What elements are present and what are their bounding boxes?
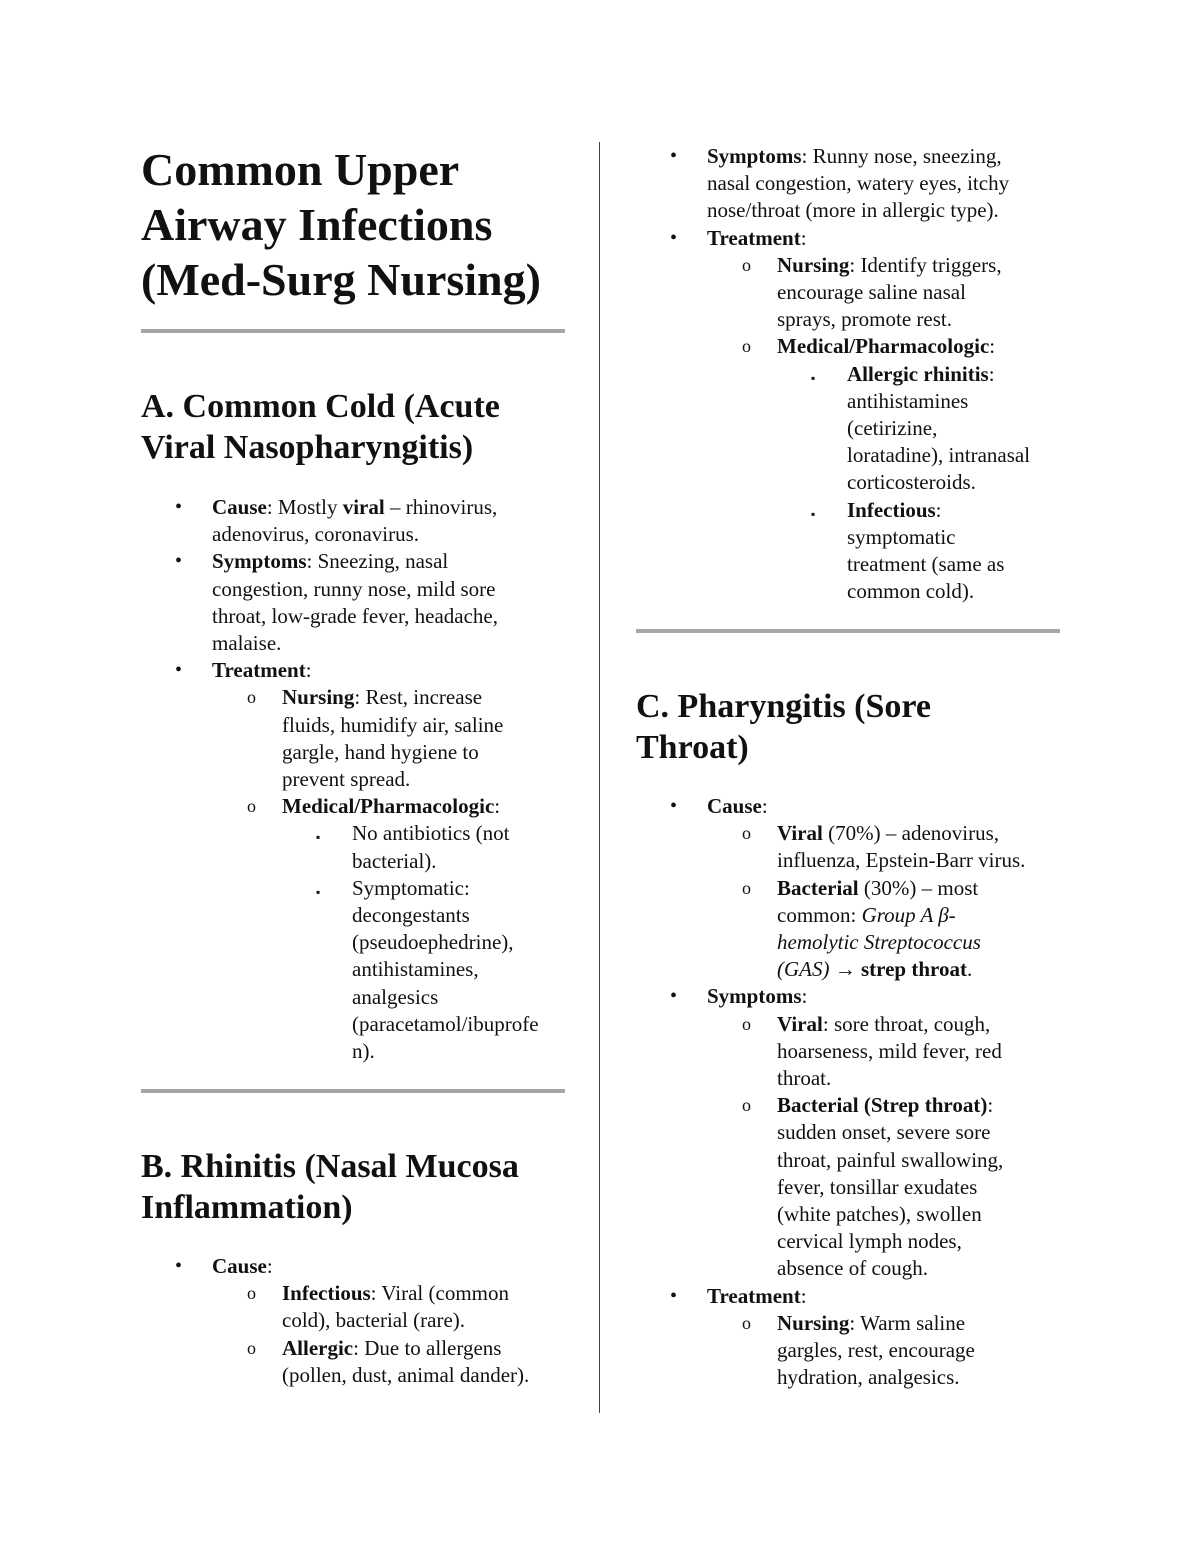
- bullet-marker: •: [670, 985, 678, 1008]
- circle-marker: o: [742, 877, 751, 898]
- square-marker: ▪: [316, 884, 321, 899]
- circle-marker: o: [742, 254, 751, 275]
- list-item-bacterial-symptoms: o Bacterial (Strep throat): sudden onset, severe sore throat, painful swallowing, fever, tonsillar exudates (white patches), swollen cervical lymph nodes, absence of cough.: [742, 1093, 1004, 1281]
- column-divider: [599, 142, 600, 1413]
- list-item-symptoms: • Symptoms: Runny nose, sneezing, nasal congestion, watery eyes, itchy nose/throat (more in allergic type).: [670, 144, 1010, 223]
- list-item-bacterial: o Bacterial (30%) – most common: Group A β- hemolytic Streptococcus (GAS) → strep throat.: [742, 875, 981, 982]
- square-marker: ▪: [316, 830, 321, 845]
- bullet-marker: •: [175, 1255, 183, 1277]
- bullet-marker: •: [670, 1284, 678, 1307]
- title-rule: [141, 329, 565, 333]
- list-item-symptomatic: ▪ Symptomatic: decongestants (pseudoephedrine), antihistamines, analgesics (paracetamol/ibuprofe n).: [316, 875, 539, 1064]
- list-item-medical: o Medical/Pharmacologic:: [141, 793, 571, 820]
- bullet-marker: •: [670, 226, 678, 249]
- list-item-infectious: ▪ Infectious: symptomatic treatment (same as common cold).: [811, 497, 1005, 604]
- list-item-viral: o Viral (70%) – adenovirus, influenza, Epstein-Barr virus.: [742, 821, 1026, 873]
- list-item-nursing: o Nursing: Rest, increase fluids, humidify air, saline gargle, hand hygiene to prevent spread.: [247, 685, 504, 792]
- list-item-cause: • Cause:: [141, 1253, 571, 1280]
- section-b-body-left: [141, 1253, 571, 1389]
- section-b-rule: [636, 629, 1060, 633]
- section-c-heading: C. Pharyngitis (Sore Throat): [636, 688, 931, 766]
- bullet-marker: •: [175, 550, 183, 573]
- bullet-marker: •: [670, 795, 678, 817]
- circle-marker: o: [247, 796, 256, 817]
- square-marker: ▪: [811, 370, 816, 385]
- circle-marker: o: [742, 1095, 751, 1116]
- list-item-allergic: o Allergic: Due to allergens (pollen, dust, animal dander).: [247, 1335, 530, 1387]
- section-b-body-right: [636, 143, 1066, 605]
- list-item-nursing: o Nursing: Identify triggers, encourage saline nasal sprays, promote rest.: [742, 252, 1002, 332]
- list-item-cause: • Cause:: [636, 793, 1066, 820]
- list-item-allergic-rhinitis: ▪ Allergic rhinitis: antihistamines (cetirizine, loratadine), intranasal corticosteroids.: [811, 361, 1031, 495]
- bullet-marker: •: [175, 496, 183, 518]
- list-item-infectious: o Infectious: Viral (common cold), bacterial (rare).: [247, 1281, 509, 1333]
- circle-marker: o: [742, 823, 751, 844]
- list-item-symptoms: • Symptoms:: [636, 983, 1066, 1010]
- list-item-nursing: o Nursing: Warm saline gargles, rest, encourage hydration, analgesics.: [742, 1310, 975, 1390]
- square-marker: ▪: [811, 506, 816, 521]
- list-item-no-antibiotics: ▪ No antibiotics (not bacterial).: [316, 821, 510, 873]
- section-a-heading: A. Common Cold (Acute Viral Nasopharyngitis): [141, 388, 500, 466]
- section-a-rule: [141, 1089, 565, 1093]
- list-item-viral-symptoms: o Viral: sore throat, cough, hoarseness, mild fever, red throat.: [742, 1011, 1002, 1091]
- circle-marker: o: [742, 1013, 751, 1034]
- section-a-body: [141, 494, 571, 1065]
- bullet-marker: •: [175, 659, 183, 682]
- list-item-treatment: • Treatment:: [141, 657, 571, 684]
- circle-marker: o: [247, 1283, 256, 1304]
- bullet-marker: •: [670, 145, 678, 167]
- list-item-medical: o Medical/Pharmacologic:: [636, 333, 1066, 360]
- section-c-body: [636, 793, 1066, 1391]
- circle-marker: o: [742, 336, 751, 357]
- list-item-treatment: • Treatment:: [636, 1283, 1066, 1310]
- circle-marker: o: [247, 687, 256, 708]
- circle-marker: o: [742, 1312, 751, 1333]
- list-item-cause: • Cause: Mostly viral – rhinovirus, adenovirus, coronavirus.: [175, 495, 498, 547]
- section-b-heading: B. Rhinitis (Nasal Mucosa Inflammation): [141, 1148, 519, 1226]
- list-item-treatment: • Treatment:: [636, 225, 1066, 252]
- list-item-symptoms: • Symptoms: Sneezing, nasal congestion, runny nose, mild sore throat, low-grade fever, headache, malaise.: [175, 549, 499, 656]
- page-title: Common Upper Airway Infections (Med-Surg Nursing): [141, 144, 541, 305]
- circle-marker: o: [247, 1337, 256, 1358]
